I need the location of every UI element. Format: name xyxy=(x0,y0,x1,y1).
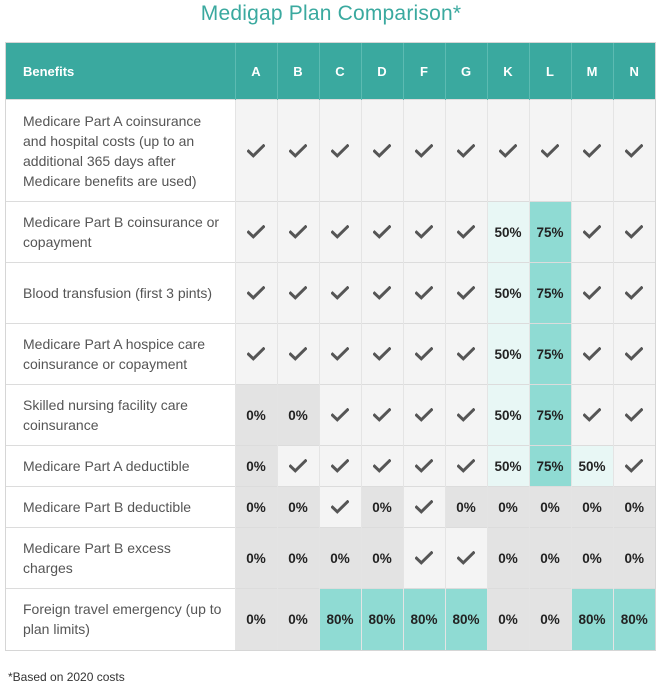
plan-d-cell: 0% xyxy=(361,528,403,589)
plan-k-cell: 0% xyxy=(487,528,529,589)
plan-d-cell xyxy=(361,385,403,446)
checkmark-icon xyxy=(362,144,403,158)
table-row xyxy=(6,385,655,446)
table-row xyxy=(6,100,655,202)
plan-a-cell: 0% xyxy=(235,487,277,528)
plan-k-cell: 50% xyxy=(487,202,529,263)
plan-l-cell: 0% xyxy=(529,589,571,650)
comparison-table-container xyxy=(5,42,656,651)
checkmark-icon xyxy=(572,225,613,239)
comparison-table xyxy=(6,43,655,650)
checkmark-icon xyxy=(446,459,487,473)
plan-d-cell xyxy=(361,100,403,202)
table-row xyxy=(6,528,655,589)
plan-f-cell xyxy=(403,487,445,528)
plan-f-cell xyxy=(403,202,445,263)
plan-a-cell: 0% xyxy=(235,589,277,650)
table-header-row xyxy=(6,43,655,100)
checkmark-icon xyxy=(404,551,445,565)
plan-n-cell xyxy=(613,202,655,263)
plan-k-cell: 50% xyxy=(487,263,529,324)
plan-b-cell: 0% xyxy=(277,385,319,446)
plan-header-n: N xyxy=(613,43,655,100)
plan-c-cell xyxy=(319,446,361,487)
plan-k-cell: 50% xyxy=(487,385,529,446)
checkmark-icon xyxy=(320,144,361,158)
checkmark-icon xyxy=(362,286,403,300)
checkmark-icon xyxy=(614,225,656,239)
checkmark-icon xyxy=(320,347,361,361)
plan-l-cell: 75% xyxy=(529,263,571,324)
checkmark-icon xyxy=(404,144,445,158)
table-row xyxy=(6,202,655,263)
checkmark-icon xyxy=(278,144,319,158)
plan-n-cell: 0% xyxy=(613,487,655,528)
plan-c-cell xyxy=(319,100,361,202)
checkmark-icon xyxy=(278,286,319,300)
plan-b-cell xyxy=(277,263,319,324)
plan-c-cell xyxy=(319,324,361,385)
plan-m-cell xyxy=(571,324,613,385)
plan-l-cell: 75% xyxy=(529,385,571,446)
plan-a-cell: 0% xyxy=(235,446,277,487)
plan-a-cell xyxy=(235,324,277,385)
plan-n-cell xyxy=(613,263,655,324)
plan-k-cell: 50% xyxy=(487,446,529,487)
plan-k-cell xyxy=(487,100,529,202)
checkmark-icon xyxy=(362,347,403,361)
plan-header-a: A xyxy=(235,43,277,100)
plan-b-cell: 0% xyxy=(277,528,319,589)
checkmark-icon xyxy=(572,408,613,422)
plan-g-cell xyxy=(445,324,487,385)
plan-m-cell: 0% xyxy=(571,528,613,589)
checkmark-icon xyxy=(572,144,613,158)
table-row xyxy=(6,324,655,385)
benefit-label: Medicare Part A coinsurance and hospital costs (up to an additional 365 days after Medicare benefits are used) xyxy=(6,100,235,202)
plan-f-cell xyxy=(403,385,445,446)
benefits-column-header: Benefits xyxy=(6,43,235,100)
checkmark-icon xyxy=(446,286,487,300)
plan-f-cell: 80% xyxy=(403,589,445,650)
plan-m-cell xyxy=(571,202,613,263)
plan-header-l: L xyxy=(529,43,571,100)
checkmark-icon xyxy=(614,347,656,361)
plan-c-cell xyxy=(319,263,361,324)
plan-l-cell: 75% xyxy=(529,324,571,385)
plan-n-cell xyxy=(613,100,655,202)
plan-c-cell xyxy=(319,385,361,446)
benefit-label: Medicare Part A deductible xyxy=(6,446,235,487)
plan-b-cell xyxy=(277,100,319,202)
checkmark-icon xyxy=(488,144,529,158)
plan-b-cell: 0% xyxy=(277,589,319,650)
plan-k-cell: 50% xyxy=(487,324,529,385)
checkmark-icon xyxy=(446,144,487,158)
checkmark-icon xyxy=(278,459,319,473)
plan-n-cell xyxy=(613,324,655,385)
plan-b-cell: 0% xyxy=(277,487,319,528)
plan-m-cell: 0% xyxy=(571,487,613,528)
plan-g-cell: 80% xyxy=(445,589,487,650)
checkmark-icon xyxy=(614,459,656,473)
plan-header-k: K xyxy=(487,43,529,100)
benefit-label: Medicare Part B coinsurance or copayment xyxy=(6,202,235,263)
plan-n-cell xyxy=(613,385,655,446)
plan-header-m: M xyxy=(571,43,613,100)
plan-c-cell xyxy=(319,487,361,528)
plan-f-cell xyxy=(403,446,445,487)
checkmark-icon xyxy=(404,286,445,300)
plan-k-cell: 0% xyxy=(487,487,529,528)
checkmark-icon xyxy=(446,408,487,422)
plan-f-cell xyxy=(403,528,445,589)
plan-b-cell xyxy=(277,446,319,487)
checkmark-icon xyxy=(236,286,277,300)
plan-f-cell xyxy=(403,263,445,324)
plan-g-cell xyxy=(445,385,487,446)
plan-d-cell: 80% xyxy=(361,589,403,650)
plan-header-b: B xyxy=(277,43,319,100)
checkmark-icon xyxy=(614,144,656,158)
plan-a-cell xyxy=(235,202,277,263)
checkmark-icon xyxy=(446,551,487,565)
plan-g-cell xyxy=(445,446,487,487)
plan-n-cell: 80% xyxy=(613,589,655,650)
checkmark-icon xyxy=(278,347,319,361)
plan-l-cell: 0% xyxy=(529,528,571,589)
plan-a-cell: 0% xyxy=(235,528,277,589)
plan-b-cell xyxy=(277,202,319,263)
benefit-label: Skilled nursing facility care coinsurance xyxy=(6,385,235,446)
plan-n-cell: 0% xyxy=(613,528,655,589)
plan-header-f: F xyxy=(403,43,445,100)
plan-a-cell xyxy=(235,100,277,202)
plan-g-cell xyxy=(445,202,487,263)
plan-d-cell xyxy=(361,446,403,487)
footnote: *Based on 2020 costs xyxy=(8,670,125,684)
checkmark-icon xyxy=(404,347,445,361)
checkmark-icon xyxy=(320,500,361,514)
plan-c-cell xyxy=(319,202,361,263)
checkmark-icon xyxy=(446,225,487,239)
checkmark-icon xyxy=(446,347,487,361)
table-row xyxy=(6,263,655,324)
plan-l-cell: 0% xyxy=(529,487,571,528)
checkmark-icon xyxy=(572,347,613,361)
checkmark-icon xyxy=(362,459,403,473)
plan-header-c: C xyxy=(319,43,361,100)
plan-m-cell: 80% xyxy=(571,589,613,650)
plan-g-cell xyxy=(445,263,487,324)
plan-header-g: G xyxy=(445,43,487,100)
plan-m-cell xyxy=(571,385,613,446)
plan-b-cell xyxy=(277,324,319,385)
checkmark-icon xyxy=(278,225,319,239)
benefit-label: Medicare Part A hospice care coinsurance or copayment xyxy=(6,324,235,385)
checkmark-icon xyxy=(362,225,403,239)
checkmark-icon xyxy=(404,500,445,514)
page-title: Medigap Plan Comparison* xyxy=(200,2,462,25)
table-row xyxy=(6,446,655,487)
checkmark-icon xyxy=(320,286,361,300)
plan-header-d: D xyxy=(361,43,403,100)
plan-m-cell xyxy=(571,263,613,324)
checkmark-icon xyxy=(236,144,277,158)
plan-c-cell: 0% xyxy=(319,528,361,589)
plan-g-cell: 0% xyxy=(445,487,487,528)
table-row xyxy=(6,487,655,528)
table-row xyxy=(6,589,655,650)
plan-n-cell xyxy=(613,446,655,487)
plan-d-cell: 0% xyxy=(361,487,403,528)
checkmark-icon xyxy=(320,408,361,422)
checkmark-icon xyxy=(362,408,403,422)
checkmark-icon xyxy=(572,286,613,300)
plan-m-cell: 50% xyxy=(571,446,613,487)
plan-k-cell: 0% xyxy=(487,589,529,650)
checkmark-icon xyxy=(404,225,445,239)
checkmark-icon xyxy=(320,225,361,239)
checkmark-icon xyxy=(236,347,277,361)
plan-m-cell xyxy=(571,100,613,202)
plan-l-cell: 75% xyxy=(529,202,571,263)
plan-l-cell xyxy=(529,100,571,202)
benefit-label: Medicare Part B deductible xyxy=(6,487,235,528)
plan-g-cell xyxy=(445,100,487,202)
benefit-label: Medicare Part B excess charges xyxy=(6,528,235,589)
checkmark-icon xyxy=(236,225,277,239)
checkmark-icon xyxy=(404,408,445,422)
plan-a-cell xyxy=(235,263,277,324)
checkmark-icon xyxy=(614,408,656,422)
plan-f-cell xyxy=(403,324,445,385)
benefit-label: Foreign travel emergency (up to plan limits) xyxy=(6,589,235,650)
plan-g-cell xyxy=(445,528,487,589)
plan-a-cell: 0% xyxy=(235,385,277,446)
plan-d-cell xyxy=(361,263,403,324)
checkmark-icon xyxy=(530,144,571,158)
plan-d-cell xyxy=(361,202,403,263)
table-body xyxy=(6,100,655,650)
plan-d-cell xyxy=(361,324,403,385)
plan-l-cell: 75% xyxy=(529,446,571,487)
checkmark-icon xyxy=(614,286,656,300)
plan-c-cell: 80% xyxy=(319,589,361,650)
benefit-label: Blood transfusion (first 3 pints) xyxy=(6,263,235,324)
plan-f-cell xyxy=(403,100,445,202)
checkmark-icon xyxy=(404,459,445,473)
checkmark-icon xyxy=(320,459,361,473)
